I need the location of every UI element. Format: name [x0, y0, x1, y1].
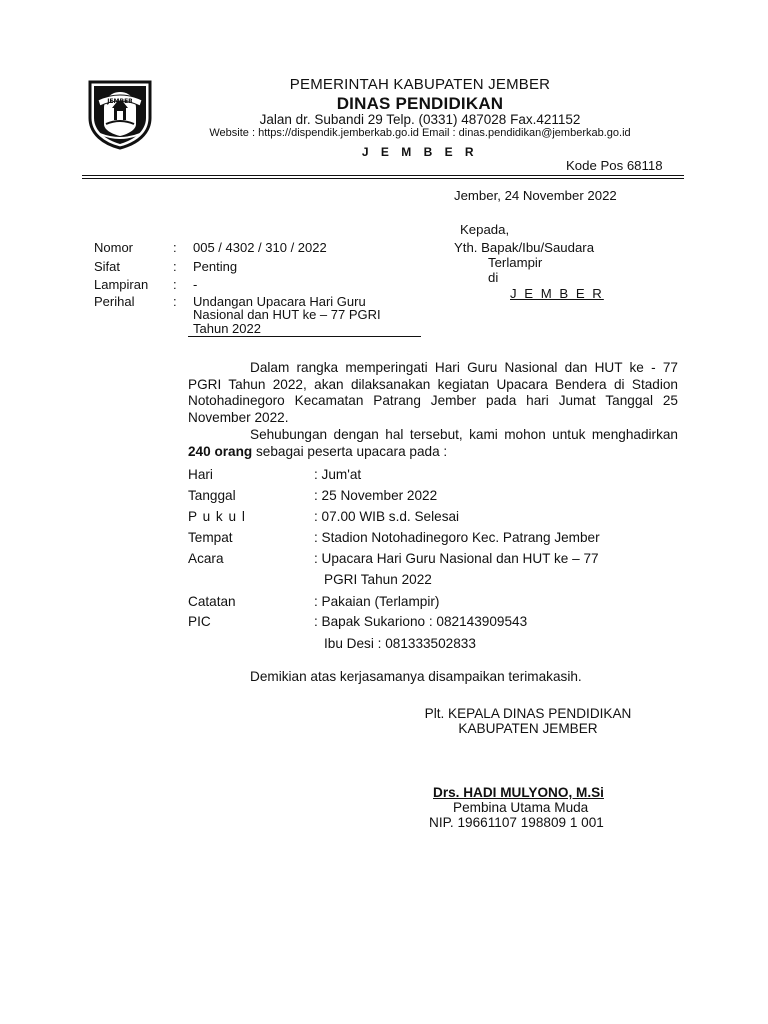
signatory-title-2: KABUPATEN JEMBER: [458, 721, 598, 736]
meta-value-perihal-line2: Nasional dan HUT ke – 77 PGRI: [193, 307, 381, 322]
meta-colon: :: [173, 259, 177, 274]
detail-label-tempat: Tempat: [188, 530, 233, 545]
signatory-name: Drs. HADI MULYONO, M.Si: [433, 785, 604, 800]
detail-value-tempat: : Stadion Notohadinegoro Kec. Patrang Jember: [314, 530, 600, 545]
recipient-yth: Yth. Bapak/Ibu/Saudara: [454, 240, 595, 255]
detail-label-catatan: Catatan: [188, 594, 236, 609]
detail-label-pukul: P u k u l: [188, 509, 246, 524]
svg-text:JEMBER: JEMBER: [107, 98, 133, 105]
recipient-city: J E M B E R: [510, 286, 604, 301]
signatory-title-1: Plt. KEPALA DINAS PENDIDIKAN: [424, 706, 632, 721]
meta-label-nomor: Nomor: [94, 240, 134, 255]
meta-value-perihal-line3: Tahun 2022: [188, 321, 421, 337]
closing-sentence: Demikian atas kerjasamanya disampaikan terimakasih.: [250, 669, 582, 684]
body-paragraph-2: [188, 427, 678, 460]
meta-label-perihal: Perihal: [94, 294, 135, 309]
detail-value-pic: : Bapak Sukariono : 082143909543: [314, 614, 528, 629]
detail-value-tanggal: : 25 November 2022: [314, 488, 438, 503]
letter-date: Jember, 24 November 2022: [454, 188, 617, 203]
body-paragraph-2-tail: sebagai peserta upacara pada :: [252, 443, 448, 459]
body-paragraph-2-text: Sehubungan dengan hal tersebut, kami mohon untuk menghadirkan: [250, 427, 678, 442]
detail-value-acara-line2: PGRI Tahun 2022: [324, 572, 432, 587]
detail-label-pic: PIC: [188, 614, 211, 629]
recipient-di: di: [488, 270, 499, 285]
detail-label-acara: Acara: [188, 551, 224, 566]
detail-label-hari: Hari: [188, 467, 213, 482]
meta-value-perihal: Undangan Upacara Hari Guru: [193, 294, 366, 309]
meta-label-sifat: Sifat: [94, 259, 121, 274]
detail-value-hari: : Jum'at: [314, 467, 362, 482]
detail-value-catatan: : Pakaian (Terlampir): [314, 594, 440, 609]
signatory-nip: NIP. 19661107 198809 1 001: [429, 815, 604, 830]
meta-value-sifat: Penting: [193, 259, 238, 274]
meta-label-lampiran: Lampiran: [94, 277, 149, 292]
government-title: PEMERINTAH KABUPATEN JEMBER: [289, 76, 551, 93]
website-email-line: Website : https://dispendik.jemberkab.go.id Email : dinas.pendidikan@jemberkab.go.id: [209, 127, 631, 139]
jember-regency-emblem-icon: [84, 78, 156, 150]
agency-title: DINAS PENDIDIKAN: [336, 94, 504, 113]
meta-colon: :: [173, 240, 177, 255]
body-paragraph-1: [188, 360, 678, 426]
recipient-kepada: Kepada,: [460, 222, 510, 237]
signatory-rank: Pembina Utama Muda: [453, 800, 589, 815]
meta-value-lampiran: -: [193, 277, 198, 292]
address-line: Jalan dr. Subandi 29 Telp. (0331) 487028 Fax.421152: [259, 112, 581, 127]
header-divider-secondary: [82, 178, 684, 179]
meta-colon: :: [173, 277, 177, 292]
detail-value-pic-line2: Ibu Desi : 081333502833: [324, 636, 476, 651]
meta-value-nomor: 005 / 4302 / 310 / 2022: [193, 240, 327, 255]
postal-code: Kode Pos 68118: [566, 158, 663, 173]
participant-count: 240 orang: [188, 443, 253, 459]
header-divider: [82, 175, 684, 176]
letterhead-city: J E M B E R: [361, 145, 479, 159]
detail-label-tanggal: Tanggal: [188, 488, 236, 503]
meta-colon: :: [173, 294, 177, 309]
detail-value-acara: : Upacara Hari Guru Nasional dan HUT ke – 77: [314, 551, 599, 566]
recipient-terlampir: Terlampir: [488, 255, 543, 270]
detail-value-pukul: : 07.00 WIB s.d. Selesai: [314, 509, 460, 524]
body-paragraph-1-text: Dalam rangka memperingati Hari Guru Nasional dan HUT ke - 77 PGRI Tahun 2022, akan dilaksanakan kegiatan Upacara Bendera di Stadion Notohadinegoro Kecamatan Patrang Jember pada hari Jumat Tanggal 25 November 2022.: [188, 360, 678, 425]
